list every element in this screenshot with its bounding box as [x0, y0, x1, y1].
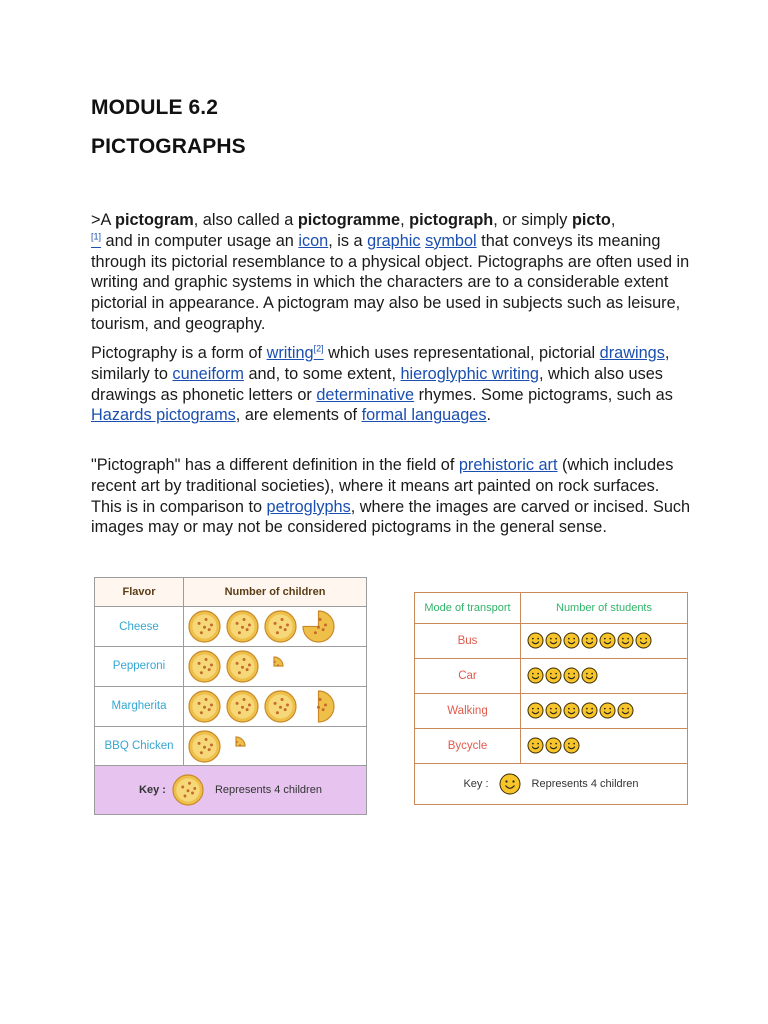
text-run: and, to some extent,: [243, 364, 401, 383]
link-icon[interactable]: icon: [298, 231, 329, 250]
pizza-row: [95, 686, 367, 726]
pizza-icon: [188, 610, 221, 643]
pizza-icon: [226, 650, 259, 683]
text-run: , similarly to: [91, 344, 670, 383]
pizza-key: [95, 774, 366, 806]
pizza-icon: [302, 690, 335, 723]
text-run: ,: [610, 211, 616, 229]
paragraph-pictography: [91, 343, 691, 426]
link-formal-languages[interactable]: formal languages: [361, 406, 487, 425]
transport-row: [415, 659, 688, 694]
column-header: Number of students: [521, 593, 688, 624]
smiley-icon: [545, 632, 562, 649]
bold-term: picto: [571, 211, 611, 229]
transport-row: [415, 694, 688, 729]
text-run: that conveys its meaning through its pictorial resemblance to a physical object. Pictographs are often used in writing and graphic systems in which the characters are to a considerable extent pictorial in appearance. A pictogram may also be used in subjects such as leisure, tourism, and geography.: [91, 231, 690, 333]
smiley-icon: [527, 702, 544, 719]
smiley-icon: [563, 702, 580, 719]
mode-label: Bus: [415, 624, 521, 659]
smiley-icons-cell: [521, 659, 688, 694]
link-determinative[interactable]: determinative: [316, 385, 415, 404]
pizza-row: [95, 726, 367, 766]
smiley-icon: [527, 737, 544, 754]
key-text: Represents 4 children: [531, 778, 639, 790]
flavor-label: Pepperoni: [95, 646, 184, 686]
link-writing[interactable]: writing: [266, 344, 314, 362]
smiley-icons-cell: [521, 624, 688, 659]
text-run: , which also uses drawings as phonetic letters or: [91, 364, 663, 404]
pizza-icon: [188, 690, 221, 723]
text-run: , is a: [328, 231, 368, 250]
transport-key: [415, 773, 687, 795]
footnote-link-2[interactable]: [2]: [313, 343, 324, 354]
key-text: Represents 4 children: [214, 784, 322, 797]
pizza-icon: [226, 610, 259, 643]
text-run: "Pictograph" has a different definition in the field of: [91, 456, 459, 474]
pizza-icon: [302, 610, 335, 643]
smiley-icon: [545, 702, 562, 719]
text-run: , are elements of: [235, 406, 362, 425]
smiley-icon: [563, 737, 580, 754]
mode-label: Walking: [415, 694, 521, 729]
flavor-label: Cheese: [95, 607, 184, 647]
smiley-icon: [635, 632, 652, 649]
smiley-icons-cell: [521, 694, 688, 729]
pizza-icon: [188, 730, 221, 763]
transport-row: [415, 624, 688, 659]
smiley-icon: [545, 667, 562, 684]
link-graphic[interactable]: graphic: [367, 231, 421, 250]
link-hazards-pictograms[interactable]: Hazards pictograms: [91, 406, 236, 425]
pizza-key-row: [95, 766, 367, 815]
text-run: which uses representational, pictorial: [323, 344, 600, 362]
key-pizza-icon: [172, 774, 209, 806]
pizza-row: [95, 646, 367, 686]
smiley-icon: [617, 632, 634, 649]
module-title: MODULE 6.2: [91, 96, 219, 119]
pizza-header-row: [95, 578, 367, 607]
mode-label: Bycycle: [415, 729, 521, 764]
link-drawings[interactable]: drawings: [599, 344, 665, 362]
pizza-icon: [264, 690, 297, 723]
transport-row: [415, 729, 688, 764]
text-run: and in computer usage an: [101, 231, 299, 250]
smiley-icon: [563, 632, 580, 649]
paragraph-definition: [91, 210, 691, 335]
pizza-icons-cell: [184, 686, 367, 726]
key-smiley-icon: [499, 773, 522, 795]
smiley-icon: [563, 667, 580, 684]
pizza-pictograph: [94, 577, 367, 815]
column-header: Flavor: [95, 578, 184, 607]
bold-term: pictogramme: [297, 211, 401, 229]
paragraph-prehistoric: [91, 455, 691, 538]
smiley-icon: [581, 702, 598, 719]
text-run: ,: [400, 211, 410, 229]
text-run: , also called a: [193, 211, 298, 229]
mode-label: Car: [415, 659, 521, 694]
smiley-icon: [617, 702, 634, 719]
text-run: , where the images are carved or incised. Such images may or may not be considered pictograms in the general sense.: [91, 497, 691, 537]
link-hieroglyphic-writing[interactable]: hieroglyphic writing: [400, 364, 539, 383]
smiley-icon: [599, 702, 616, 719]
text-run: rhymes. Some pictograms, such as: [414, 385, 673, 404]
smiley-icon: [527, 632, 544, 649]
link-cuneiform[interactable]: cuneiform: [172, 364, 244, 383]
flavor-label: BBQ Chicken: [95, 726, 184, 766]
column-header: Mode of transport: [415, 593, 521, 624]
pizza-icons-cell: [184, 607, 367, 647]
text-run: Pictography is a form of: [91, 344, 267, 362]
smiley-icon: [599, 632, 616, 649]
smiley-icon: [499, 773, 521, 795]
column-header: Number of children: [184, 578, 367, 607]
smiley-icon: [527, 667, 544, 684]
section-title: PICTOGRAPHS: [91, 135, 246, 158]
pizza-icons-cell: [184, 646, 367, 686]
pizza-icon: [264, 610, 297, 643]
transport-key-row: [415, 764, 688, 805]
transport-pictograph: [414, 592, 688, 805]
pizza-icon: [226, 690, 259, 723]
pizza-icon: [172, 774, 204, 806]
bold-term: pictogram: [115, 211, 194, 229]
smiley-icons-cell: [521, 729, 688, 764]
link-symbol[interactable]: symbol: [425, 231, 477, 250]
link-prehistoric-art[interactable]: prehistoric art: [458, 456, 558, 474]
smiley-icon: [545, 737, 562, 754]
key-label: Key :: [139, 784, 166, 797]
text-run: (which includes recent art by traditional societies), where it means art painted on rock surfaces. This is in comparison to: [91, 456, 674, 516]
pizza-row: [95, 607, 367, 647]
text-run: >A: [91, 211, 115, 229]
link-petroglyphs[interactable]: petroglyphs: [266, 497, 351, 516]
key-label: Key :: [463, 778, 489, 790]
bold-term: pictograph: [409, 211, 494, 229]
pizza-icons-cell: [184, 726, 367, 766]
text-run: , or simply: [493, 211, 572, 229]
smiley-icon: [581, 667, 598, 684]
pizza-icon: [264, 656, 284, 676]
pizza-icon: [188, 650, 221, 683]
flavor-label: Margherita: [95, 686, 184, 726]
footnote-link-1[interactable]: [1]: [91, 231, 102, 242]
pizza-icon: [226, 736, 246, 756]
text-run: .: [486, 406, 492, 425]
transport-header-row: [415, 593, 688, 624]
smiley-icon: [581, 632, 598, 649]
